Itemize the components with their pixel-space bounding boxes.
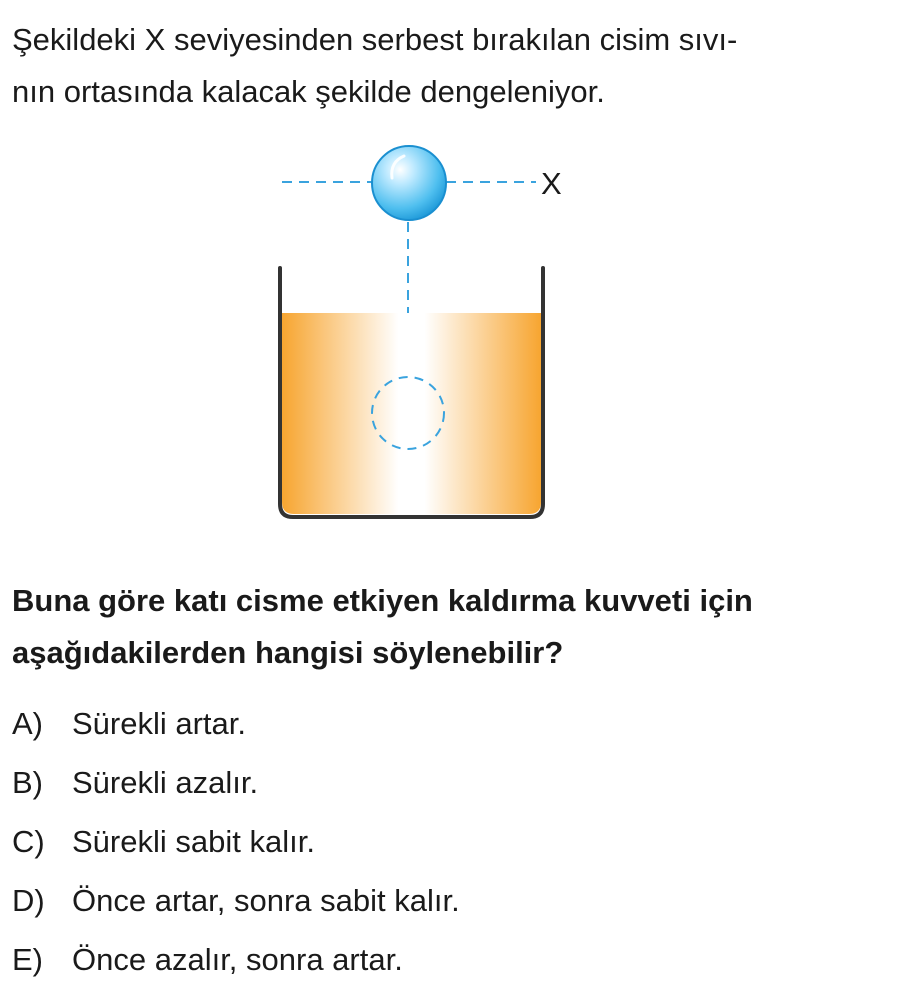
option-letter: C) [12,824,45,859]
question-line-1: Buna göre katı cisme etkiyen kaldırma kuvveti için [12,583,753,618]
option-d[interactable] [12,871,460,930]
question-line-2: aşağıdakilerden hangisi söylenebilir? [12,635,564,670]
option-letter: D) [12,883,45,918]
intro-text [12,14,887,118]
ball [372,146,446,220]
option-letter: A) [12,706,43,741]
intro-line-1: Şekildeki X seviyesinden serbest bırakılan cisim sıvı- [12,22,738,57]
option-text: Sürekli sabit kalır. [72,824,315,859]
intro-line-2: nın ortasında kalacak şekilde dengeleniyor. [12,74,605,109]
level-label: X [541,166,562,201]
option-a[interactable] [12,694,460,753]
option-text: Sürekli artar. [72,706,247,741]
option-b[interactable] [12,753,460,812]
option-text: Önce artar, sonra sabit kalır. [72,883,460,918]
option-c[interactable] [12,812,460,871]
liquid [282,313,541,514]
option-e[interactable] [12,930,460,989]
option-text: Sürekli azalır. [72,765,259,800]
buoyancy-figure [0,130,899,530]
question-text [12,575,892,679]
option-text: Önce azalır, sonra artar. [72,942,403,977]
answer-options [12,694,460,989]
option-letter: E) [12,942,43,977]
option-letter: B) [12,765,43,800]
